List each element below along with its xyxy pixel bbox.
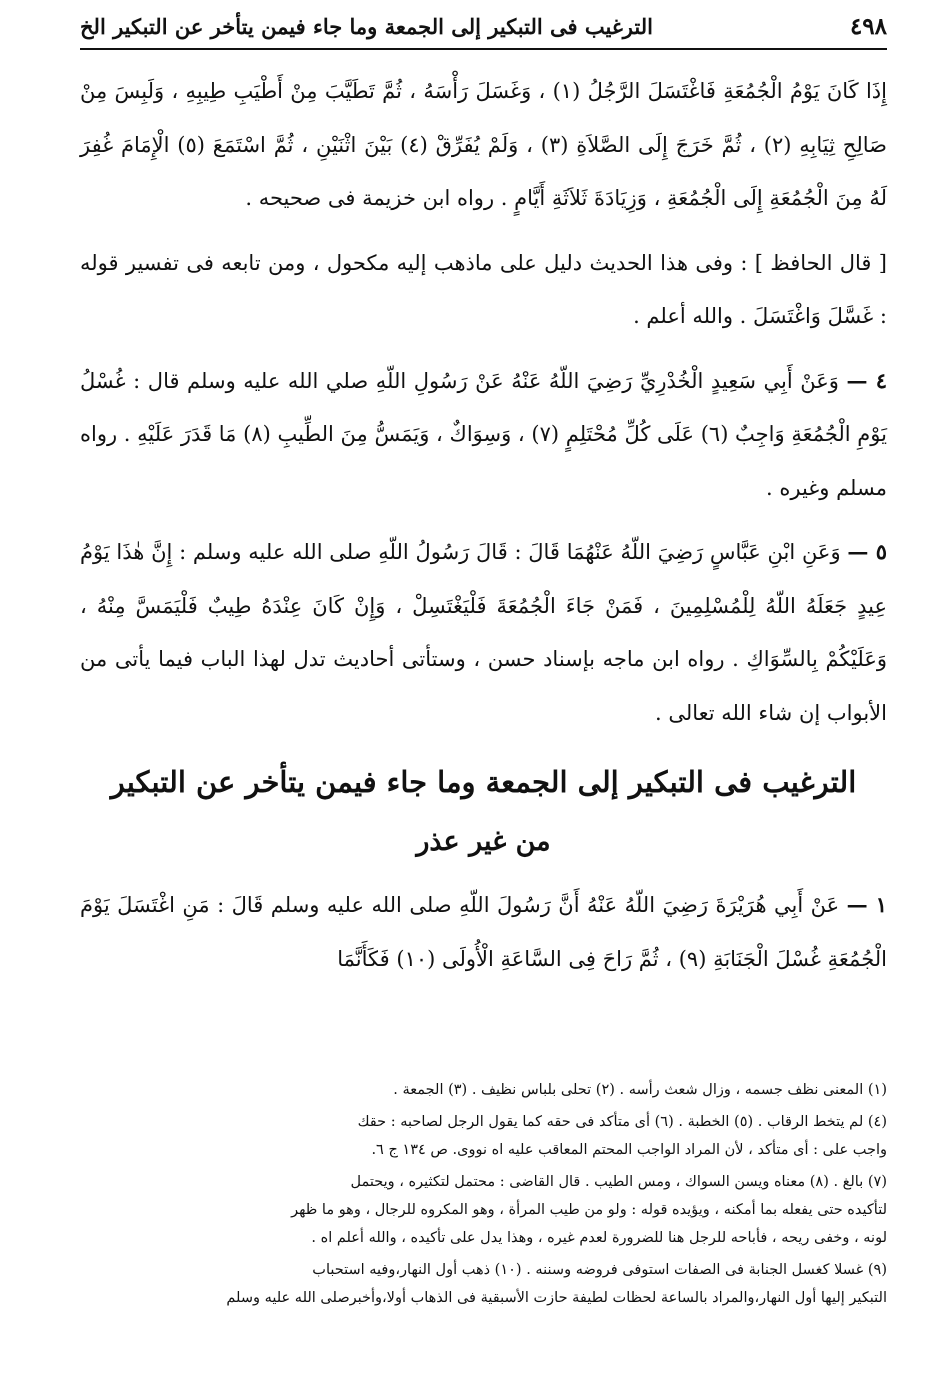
- section-subheading: من غير عذر: [416, 826, 551, 857]
- commentary-text: [ قال الحافظ ] : وفى هذا الحديث دليل على ماذهب إليه مكحول ، ومن تابعه فى تفسير قوله : غَسَّلَ وَاغْتَسَلَ . والله أعلم .: [80, 250, 887, 328]
- footnote-line: (٩) غسلا كغسل الجنابة فى الصفات استوفى فروضه وسننه . (١٠) ذهب أول النهار،وفيه استحباب: [312, 1262, 887, 1278]
- hadith-number: ١ —: [846, 892, 888, 917]
- footnote-line: (١) المعنى نظف جسمه ، وزال شعث رأسه . (٢) تحلى بلباس نظيف . (٣) الجمعة .: [393, 1082, 887, 1098]
- hadith-number: ٤ —: [846, 367, 887, 393]
- hadith-paragraph: [80, 64, 887, 226]
- footnote-line: (٧) بالغ . (٨) معناه ويسن السواك ، ومس الطيب . قال القاضى : محتمل لتكثيره ، ويحتمل: [350, 1174, 887, 1190]
- footnote-group: [60, 1168, 887, 1252]
- page-number: ٤٩٨: [849, 12, 887, 40]
- book-page: [0, 4, 949, 1379]
- hadith-text: وَعَنْ أَبِي سَعِيدٍ الْخُدْرِيِّ رَضِيَ اللّهُ عَنْهُ عَنْ رَسُولِ اللّهِ صلي الله عليه وسلم قال : غُسْلُ يَوْمِ الْجُمُعَةِ وَاجِبٌ (٦) عَلَى كُلِّ مُحْتَلِمٍ (٧) ، وَسِوَاكٌ ، وَيَمَسُّ مِنَ الطِّيبِ (٨) مَا قَدَرَ عَلَيْهِ . رواه مسلم وغيره .: [80, 368, 888, 500]
- hadith-paragraph: [80, 354, 887, 516]
- hadith-text: وَعَنِ ابْنِ عَبَّاسٍ رَضِيَ اللّهُ عَنْهُمَا قَالَ : قَالَ رَسُولُ اللّهِ صلى الله عليه وسلم : إِنَّ هٰذَا يَوْمُ عِيدٍ جَعَلَهُ اللّهُ لِلْمُسْلِمِينَ ، فَمَنْ جَاءَ الْجُمُعَةَ فَلْيَغْتَسِلْ ، وَإِنْ كَانَ عِنْدَهُ طِيبٌ فَلْيَمَسَّ مِنْهُ ، وَعَلَيْكُمْ بِالسِّوَاكِ . رواه ابن ماجه بإسناد حسن ، وستأتى أحاديث تدل لهذا الباب فيما يأتى من الأبواب إن شاء الله تعالى .: [80, 540, 887, 725]
- footnote-group: [60, 1076, 887, 1104]
- footnote-line: (٤) لم يتخط الرقاب . (٥) الخطبة . (٦) أى متأكد فى حقه كما يقول الرجل لصاحبه : حقك: [357, 1114, 887, 1130]
- commentary-paragraph: [80, 236, 887, 344]
- section-heading: الترغيب فى التبكير إلى الجمعة وما جاء فيمن يتأخر عن التبكير: [110, 765, 857, 799]
- footnote-group: [60, 1256, 887, 1312]
- hadith-paragraph: [80, 525, 887, 740]
- hadith-number: ٥ —: [847, 539, 887, 564]
- footnotes: [60, 1076, 887, 1316]
- footnote-line: واجب على : أى متأكد ، لأن المراد الواجب المحتم المعاقب عليه اه نووى. ص ١٣٤ ج ٦.: [371, 1142, 887, 1158]
- footnote-line: لتأكيده حتى يفعله بما أمكنه ، ويؤيده قوله : ولو من طيب المرأة ، وهو المكروه للرجال ، وهو ما ظهر: [291, 1202, 887, 1218]
- footnote-line: لونه ، وخفى ريحه ، فأباحه للرجل هنا للضرورة لعدم غيره ، وهذا يدل على تأكيده ، والله أعلم اه .: [311, 1230, 887, 1246]
- running-title: الترغيب فى التبكير إلى الجمعة وما جاء فيمن يتأخر عن التبكير الخ: [80, 13, 653, 39]
- hadith-text: إِذَا كَانَ يَوْمُ الْجُمُعَةِ فَاغْتَسَلَ الرَّجُلُ (١) ، وَغَسَلَ رَأْسَهُ ، ثُمَّ تَطَيَّبَ مِنْ أَطْيَبِ طِيبِهِ ، وَلَبِسَ مِنْ صَالِحِ ثِيَابِهِ (٢) ، ثُمَّ خَرَجَ إِلَى الصَّلاَةِ (٣) ، وَلَمْ يُفَرِّقْ (٤) بَيْنَ اثْنَيْنِ ، ثُمَّ اسْتَمَعَ (٥) الْإِمَامَ غُفِرَ لَهُ مِنَ الْجُمُعَةِ إِلَى الْجُمُعَةِ ، وَزِيَادَةَ ثَلاَثَةِ أَيَّامٍ . رواه ابن خزيمة فى صحيحه .: [80, 79, 887, 210]
- page-body: [80, 64, 887, 986]
- footnote-line: التبكير إليها أول النهار،والمراد بالساعة لحظات لطيفة حازت الأسبقية فى الذهاب أولا،وأخبرصلى الله عليه وسلم: [226, 1290, 887, 1306]
- page-header: [80, 4, 887, 50]
- footnote-group: [60, 1108, 887, 1164]
- hadith-text: عَنْ أَبِي هُرَيْرَةَ رَضِيَ اللّهُ عَنْهُ أَنَّ رَسُولَ اللّهِ صلى الله عليه وسلم قَالَ : مَنِ اغْتَسَلَ يَوْمَ الْجُمُعَةِ غُسْلَ الْجَنَابَةِ (٩) ، ثُمَّ رَاحَ فِى السَّاعَةِ الْأُولَى (١٠) فَكَأَنَّمَا: [80, 893, 887, 971]
- hadith-paragraph: [80, 878, 887, 986]
